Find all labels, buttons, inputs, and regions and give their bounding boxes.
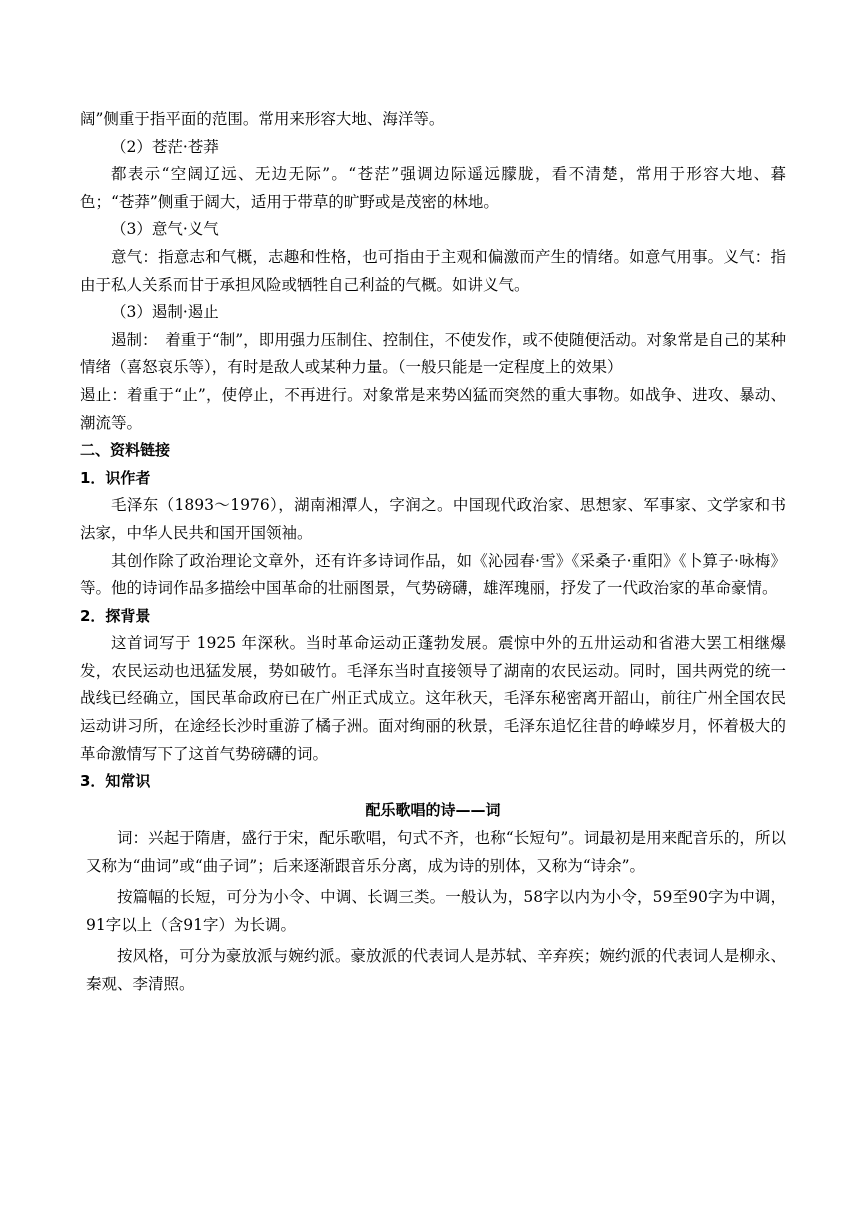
word-pair-text-yiqi: 意气：指意志和气概，志趣和性格，也可指由于主观和偏激而产生的情绪。如意气用事。义气：指由于私人关系而甘于承担风险或牺牲自己利益的气概。如讲义气。 bbox=[80, 247, 786, 294]
section-heading-materials: 二、资料链接 bbox=[80, 441, 171, 460]
word-pair-continuation: 阔”侧重于指平面的范围。常用来形容大地、海洋等。 bbox=[80, 110, 445, 128]
author-paragraph-1: 毛泽东（1893～1976），湖南湘潭人，字润之。中国现代政治家、思想家、军事家、文学家和书法家，中华人民共和国开国领袖。 bbox=[80, 496, 786, 542]
ci-paragraph-2: 按篇幅的长短，可分为小令、中调、长调三类。一般认为，58字以内为小令，59至90字为中调，91字以上（含91字）为长调。 bbox=[86, 887, 786, 935]
word-pair-text-ezhi-a: 遏制： 着重于“制”，即用强力压制住、控制住，不使发作，或不使随便活动。对象常是自己的某种情绪（喜怒哀乐等），有时是敌人或某种力量。（一般只能是一定程度上的效果） bbox=[80, 330, 786, 377]
word-pair-text-ezhi-b: 遏止：着重于“止”，使停止，不再进行。对象常是来势凶猛而突然的重大事物。如战争、进攻、暴动、潮流等。 bbox=[80, 385, 786, 432]
ci-paragraph-1: 词：兴起于隋唐，盛行于宋，配乐歌唱，句式不齐，也称“长短句”。词最初是用来配音乐的，所以又称为“曲词”或“曲子词”；后来逐渐跟音乐分离，成为诗的别体，又称为“诗余”。 bbox=[86, 828, 786, 876]
word-pair-title-cangmang: （2）苍茫·苍莽 bbox=[111, 137, 219, 156]
background-paragraph: 这首词写于 1925 年深秋。当时革命运动正蓬勃发展。震惊中外的五卅运动和省港大罢工相继爆发，农民运动也迅猛发展，势如破竹。毛泽东当时直接领导了湖南的农民运动。同时，国共两党的统一战线已经确立，国民革命政府已在广州正式成立。这年秋天，毛泽东秘密离开韶山，前往广州全国农民运动讲习所，在途经长沙时重游了橘子洲。面对绚丽的秋景，毛泽东追忆往昔的峥嵘岁月，怀着极大的革命激情写下了这首气势磅礴的词。 bbox=[80, 634, 786, 763]
ci-knowledge-block bbox=[80, 824, 786, 999]
ci-title: 配乐歌唱的诗——词 bbox=[365, 800, 501, 819]
subsection-heading-knowledge: 3．知常识 bbox=[80, 772, 151, 791]
subsection-heading-background: 2．探背景 bbox=[80, 606, 151, 625]
ci-paragraph-3: 按风格，可分为豪放派与婉约派。豪放派的代表词人是苏轼、辛弃疾；婉约派的代表词人是柳永、秦观、李清照。 bbox=[86, 946, 786, 994]
word-pair-title-yiqi: （3）意气·义气 bbox=[111, 220, 219, 239]
word-pair-text-cangmang: 都表示“空阔辽远、无边无际”。“苍茫”强调边际遥远朦胧，看不清楚，常用于形容大地、暮色；“苍莽”侧重于阔大，适用于带草的旷野或是茂密的林地。 bbox=[80, 165, 786, 211]
subsection-heading-author: 1．识作者 bbox=[80, 468, 151, 487]
author-paragraph-2: 其创作除了政治理论文章外，还有许多诗词作品，如《沁园春·雪》《采桑子·重阳》《卜算子·咏梅》等。他的诗词作品多描绘中国革命的壮丽图景，气势磅礴，雄浑瑰丽，抒发了一代政治家的革命豪情。 bbox=[80, 551, 786, 598]
word-pair-title-ezhi: （3）遏制·遏止 bbox=[111, 303, 219, 322]
document-page bbox=[80, 106, 786, 999]
